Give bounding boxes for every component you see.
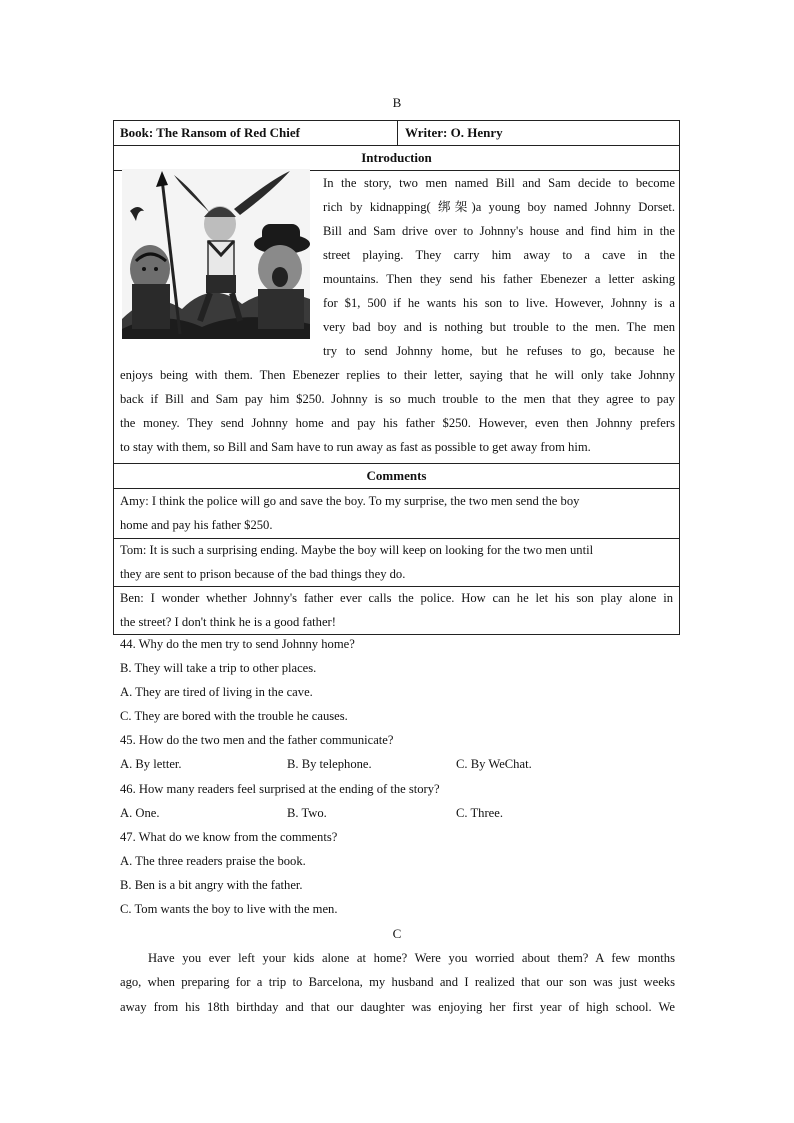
question-option: B. By telephone. (287, 757, 372, 771)
question-option: C. Three. (456, 806, 503, 820)
introduction-line: try to send Johnny home, but he refuses to go, because he (323, 344, 675, 358)
question-option: B. Two. (287, 806, 327, 820)
comment-tom: they are sent to prison because of the bad things they do. (120, 567, 406, 581)
question-46: 46. How many readers feel surprised at the ending of the story? (120, 782, 440, 796)
writer-cell: Writer: O. Henry (405, 125, 503, 140)
question-option: A. One. (120, 806, 160, 820)
introduction-line: mountains. Then they send his father Ebenezer a letter asking (323, 272, 675, 286)
question-option: B. They will take a trip to other places. (120, 661, 317, 675)
question-option: A. They are tired of living in the cave. (120, 685, 313, 699)
comment-tom: Tom: It is such a surprising ending. Maybe the boy will keep on looking for the two men until (120, 543, 594, 557)
passage-c-line: Have you ever left your kids alone at home? Were you worried about them? A few months (148, 951, 675, 965)
comment-amy: home and pay his father $250. (120, 518, 273, 532)
question-option: C. By WeChat. (456, 757, 532, 771)
comments-heading: Comments (366, 468, 427, 483)
introduction-line: rich by kidnapping( 绑架)a young boy named Johnny Dorset. (323, 200, 675, 214)
section-b-label: B (392, 95, 402, 110)
introduction-line: to stay with them, so Bill and Sam have to run away as fast as possible to get away from him. (120, 440, 591, 454)
question-option: A. By letter. (120, 757, 182, 771)
introduction-line: enjoys being with them. Then Ebenezer replies to their letter, saying that he will only take Johnny (120, 368, 675, 382)
comment-amy: Amy: I think the police will go and save the boy. To my surprise, the two men send the boy (120, 494, 580, 508)
book-title-cell: Book: The Ransom of Red Chief (120, 125, 300, 140)
introduction-line: for $1, 500 if he wants his son to live. However, Johnny is a (323, 296, 675, 310)
question-44: 44. Why do the men try to send Johnny home? (120, 637, 355, 651)
question-47: 47. What do we know from the comments? (120, 830, 338, 844)
comment-ben: Ben: I wonder whether Johnny's father ever calls the police. How can he let his son play alone in (120, 591, 673, 605)
question-45: 45. How do the two men and the father communicate? (120, 733, 394, 747)
question-option: C. Tom wants the boy to live with the men. (120, 902, 338, 916)
introduction-line: street playing. They carry him away to a cave in the (323, 248, 675, 262)
question-option: B. Ben is a bit angry with the father. (120, 878, 303, 892)
header-divider (397, 121, 398, 145)
question-option: C. They are bored with the trouble he causes. (120, 709, 348, 723)
story-illustration (122, 169, 310, 339)
section-c-label: C (392, 926, 402, 941)
introduction-line: In the story, two men named Bill and Sam decide to become (323, 176, 675, 190)
introduction-line: back if Bill and Sam pay him $250. Johnny is so much trouble to the men that they agree to pay (120, 392, 675, 406)
introduction-line: Bill and Sam drive over to Johnny's house and find him in the (323, 224, 675, 238)
introduction-line: very bad boy and is nothing but trouble to the men. The men (323, 320, 675, 334)
question-45-options (120, 752, 680, 776)
introduction-heading: Introduction (361, 150, 432, 165)
question-46-options (120, 801, 680, 825)
passage-c-line: away from his 18th birthday and that our daughter was enjoying her first year of high school. We (120, 1000, 675, 1014)
book-info-table (113, 120, 680, 635)
comment-ben: the street? I don't think he is a good father! (120, 615, 336, 629)
introduction-line: the money. They send Johnny home and pay his father $250. However, even then Johnny prefers (120, 416, 675, 430)
passage-c-line: ago, when preparing for a trip to Barcelona, my husband and I realized that our son was just weeks (120, 975, 675, 989)
question-option: A. The three readers praise the book. (120, 854, 306, 868)
